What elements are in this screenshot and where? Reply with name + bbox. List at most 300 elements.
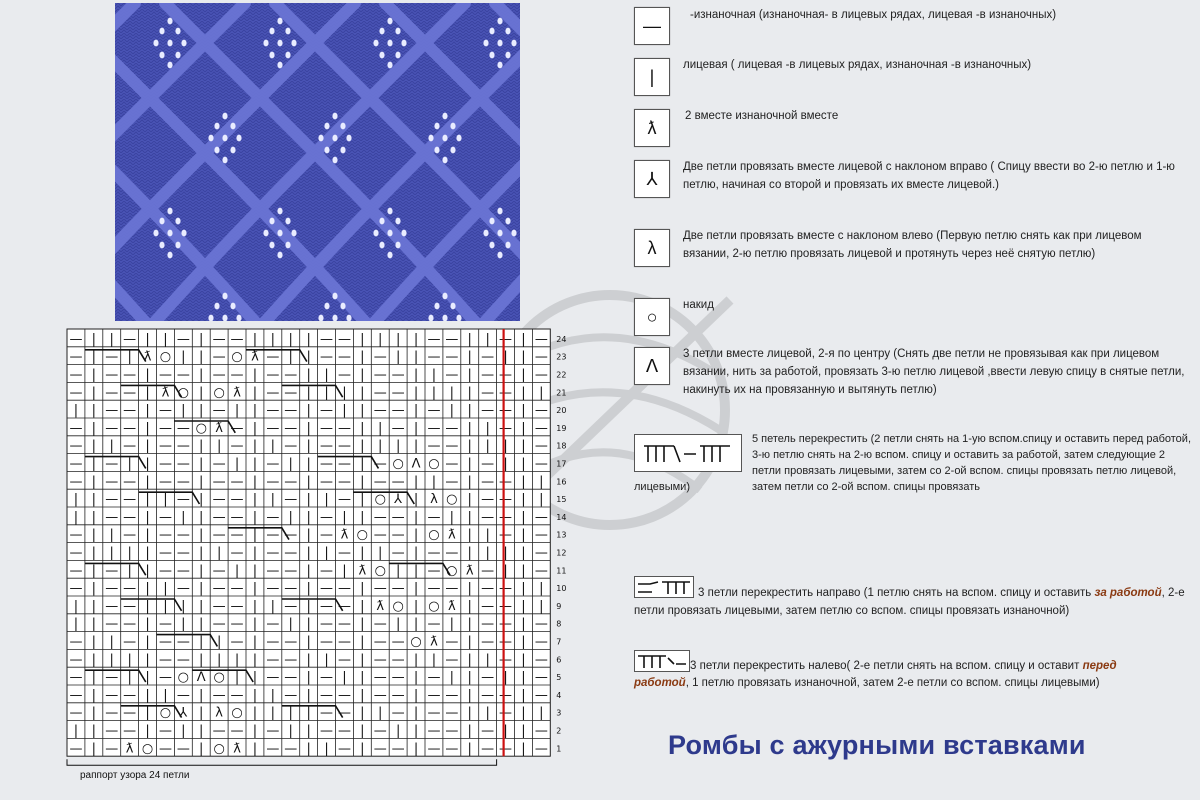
eyelet-hole [489,52,494,59]
chart-symbol: | [91,331,97,347]
chart-symbol: | [252,723,258,739]
eyelet-hole [497,230,502,237]
chart-symbol: | [252,545,258,561]
chart-symbol: | [413,652,419,668]
row-number: 10 [556,584,567,594]
chart-symbol: | [145,545,150,561]
chart-symbol: — [373,652,387,668]
chart-symbol: ○ [159,705,172,721]
chart-symbol: | [521,563,526,579]
chart-symbol: | [252,492,258,508]
chart-symbol: | [145,403,150,419]
chart-symbol: | [73,492,79,508]
chart-symbol: — [158,563,172,579]
chart-symbol: ○ [231,349,243,365]
chart-symbol: — [534,563,548,579]
chart-symbol: — [176,687,190,703]
chart-symbol: | [252,652,258,668]
chart-symbol: | [521,367,526,383]
chart-symbol: — [499,420,513,436]
chart-symbol: — [391,581,405,597]
chart-symbol: — [499,385,513,401]
chart-symbol: — [481,385,495,401]
chart-symbol: — [391,385,405,401]
chart-symbol: — [123,634,137,650]
chart-symbol: | [413,509,419,525]
chart-symbol: — [320,687,334,703]
chart-symbol: ƛ [447,527,456,543]
chart-symbol: | [145,474,150,490]
eyelet-hole [277,18,282,25]
chart-symbol: | [288,705,293,721]
chart-symbol: — [158,403,172,419]
eyelet-hole [379,242,384,249]
chart-symbol: ƛ [358,563,367,579]
chart-symbol: — [123,331,137,347]
eyelet-hole [175,218,180,225]
chart-symbol: — [266,634,280,650]
chart-symbol: — [69,474,83,490]
chart-symbol: | [521,385,526,401]
chart-symbol: ○ [446,492,458,508]
eyelet-hole [285,218,290,225]
chart-symbol: | [109,652,114,668]
eyelet-hole [511,230,516,237]
chart-symbol: λ [215,705,224,721]
eyelet-hole [497,18,502,25]
chart-symbol: — [391,741,405,757]
chart-symbol: — [284,367,298,383]
chart-symbol: — [373,385,387,401]
eyelet-hole [387,18,392,25]
chart-symbol: | [91,527,97,543]
row-number: 17 [556,459,567,469]
eyelet-hole [434,123,439,130]
chart-symbol: — [266,527,280,543]
chart-symbol: — [391,403,405,419]
chart-symbol: — [105,598,119,614]
chart-symbol: | [467,509,472,525]
chart-symbol: ᐱ [196,670,206,686]
chart-symbol: — [427,545,441,561]
chart-symbol: — [445,634,459,650]
chart-symbol: — [176,652,190,668]
chart-symbol: | [467,598,472,614]
chart-symbol: — [105,563,119,579]
row-number: 7 [556,637,562,647]
chart-symbol: — [427,741,441,757]
chart-symbol: | [109,527,114,543]
chart-symbol: — [212,331,226,347]
chart-symbol: — [534,509,548,525]
chart-symbol: — [499,527,513,543]
row-number: 1 [556,744,562,754]
chart-symbol: | [467,634,472,650]
chart-symbol: ƛ [251,349,259,365]
chart-symbol: — [499,616,513,632]
chart-symbol: | [521,331,526,347]
chart-symbol: — [266,563,280,579]
chart-symbol: — [445,741,459,757]
eyelet-hole [159,28,164,35]
chart-symbol: | [503,438,508,454]
chart-symbol: ○ [428,527,440,543]
chart-symbol: | [306,438,311,454]
chart-symbol: | [91,563,97,579]
chart-symbol: | [91,545,97,561]
chart-symbol: | [413,349,419,365]
chart-symbol: — [445,687,459,703]
chart-symbol: | [360,545,365,561]
chart-symbol: | [109,545,114,561]
chart-symbol: — [391,687,405,703]
eyelet-hole [497,62,502,69]
chart-symbol: | [413,563,419,579]
chart-symbol: — [266,670,280,686]
eyelet-hole [379,218,384,225]
chart-symbol: | [306,705,311,721]
chart-symbol: | [467,438,472,454]
chart-symbol: | [360,723,365,739]
chart-symbol: — [284,581,298,597]
chart-symbol: — [123,723,137,739]
chart-symbol: ○ [446,563,458,579]
chart-symbol: | [467,723,472,739]
chart-symbol: | [145,456,150,472]
chart-symbol: — [176,527,190,543]
eyelet-hole [222,135,227,142]
chart-symbol: | [216,545,222,561]
eyelet-hole [450,147,455,154]
chart-symbol: — [337,349,351,365]
chart-symbol: — [158,438,172,454]
chart-symbol: | [360,598,365,614]
chart-symbol: — [266,456,280,472]
eyelet-hole [175,28,180,35]
chart-symbol: | [252,367,258,383]
chart-symbol: — [176,456,190,472]
chart-symbol: — [230,527,244,543]
chart-symbol: | [252,385,258,401]
chart-symbol: — [337,331,351,347]
chart-symbol: ○ [177,670,190,686]
chart-symbol: — [69,456,83,472]
chart-symbol: | [521,598,526,614]
chart-symbol: — [427,670,441,686]
chart-symbol: | [181,403,186,419]
chart-symbol: | [163,598,168,614]
chart-symbol: — [284,420,298,436]
knit-symbol-icon: | [634,58,670,96]
chart-symbol: — [69,581,83,597]
chart-symbol: | [449,509,455,525]
chart-symbol: | [199,705,204,721]
chart-symbol: | [306,492,311,508]
chart-symbol: | [252,509,258,525]
eyelet-hole [387,62,392,69]
chart-symbol: — [320,670,334,686]
row-number: 8 [556,619,562,629]
chart-symbol: | [91,634,97,650]
chart-symbol: | [413,474,419,490]
chart-symbol: — [69,545,83,561]
chart-symbol: ○ [374,492,386,508]
chart-symbol: — [105,509,119,525]
eyelet-hole [175,52,180,59]
chart-symbol: — [445,420,459,436]
chart-symbol: — [337,474,351,490]
chart-symbol: | [449,670,455,686]
chart-symbol: ○ [374,563,386,579]
chart-symbol: — [427,705,441,721]
chart-symbol: — [337,652,351,668]
chart-symbol: — [534,456,548,472]
chart-symbol: — [320,723,334,739]
chart-symbol: — [391,367,405,383]
chart-symbol: — [176,634,190,650]
chart-symbol: | [252,331,258,347]
eyelet-hole [340,147,345,154]
chart-symbol: | [431,474,437,490]
chart-symbol: | [306,349,311,365]
chart-symbol: — [373,456,387,472]
chart-symbol: — [284,492,298,508]
chart-symbol: | [91,509,97,525]
chart-symbol: — [337,581,351,597]
chart-symbol: | [539,581,544,597]
chart-symbol: | [145,616,150,632]
chart-symbol: | [199,403,204,419]
chart-symbol: ○ [141,741,154,757]
chart-symbol: — [230,420,244,436]
chart-symbol: — [481,670,495,686]
chart-symbol: | [485,438,490,454]
chart-symbol: — [391,670,405,686]
chart-symbol: | [199,616,204,632]
chart-symbol: | [288,509,293,525]
chart-symbol: — [373,741,387,757]
eyelet-hole [159,218,164,225]
chart-symbol: | [199,456,204,472]
chart-symbol: | [503,349,508,365]
chart-symbol: ƛ [215,420,224,436]
chart-symbol: | [306,563,311,579]
chart-symbol: | [91,420,97,436]
chart-symbol: — [427,331,441,347]
chart-symbol: λ [430,492,438,508]
chart-symbol: | [413,367,419,383]
chart-symbol: — [158,474,172,490]
chart-symbol: | [467,492,472,508]
chart-symbol: | [252,420,258,436]
chart-symbol: | [521,509,526,525]
chart-symbol: | [145,385,150,401]
chart-symbol: | [306,723,311,739]
chart-symbol: — [105,581,119,597]
chart-symbol: — [69,438,83,454]
chart-symbol: — [337,634,351,650]
chart-symbol: | [467,652,472,668]
chart-symbol: — [123,385,137,401]
chart-symbol: — [230,616,244,632]
row-number: 18 [556,441,567,451]
chart-symbol: | [342,670,347,686]
chart-symbol: — [123,403,137,419]
chart-symbol: — [373,634,387,650]
chart-symbol: — [391,652,405,668]
row-number: 3 [556,708,562,718]
eyelet-hole [442,157,447,164]
chart-symbol: — [320,509,334,525]
chart-symbol: | [521,652,526,668]
chart-symbol: | [306,509,311,525]
chart-symbol: | [199,509,204,525]
eyelet-hole [269,52,274,59]
chart-symbol: | [91,456,97,472]
chart-symbol: — [499,634,513,650]
chart-symbol: ○ [356,527,369,543]
chart-symbol: | [270,492,276,508]
chart-symbol: — [123,438,137,454]
chart-symbol: — [445,581,459,597]
chart-symbol: | [199,545,204,561]
chart-symbol: | [91,741,97,757]
eyelet-hole [434,147,439,154]
chart-symbol: | [449,616,455,632]
chart-symbol: | [521,420,526,436]
chart-symbol: | [109,634,114,650]
chart-symbol: | [503,670,508,686]
chart-symbol: — [427,563,441,579]
chart-symbol: ƛ [465,563,474,579]
chart-symbol: | [306,456,311,472]
row-number: 22 [556,370,567,380]
chart-symbol: — [427,616,441,632]
chart-symbol: — [266,581,280,597]
knitting-chart [64,325,584,785]
chart-symbol: — [445,652,459,668]
chart-symbol: | [413,385,419,401]
eyelet-hole [450,123,455,130]
chart-symbol: ○ [392,598,404,614]
chart-symbol: | [485,652,490,668]
chart-symbol: — [69,527,83,543]
chart-symbol: — [373,367,387,383]
chart-symbol: | [360,456,365,472]
page-title: Ромбы с ажурными вставками [668,730,1086,760]
chart-symbol: — [266,367,280,383]
chart-symbol: ƛ [161,385,170,401]
chart-symbol: | [91,403,97,419]
chart-symbol: | [288,456,293,472]
chart-caption: раппорт узора 24 петли [80,770,190,781]
chart-symbol: | [145,492,150,508]
chart-symbol: — [212,492,226,508]
chart-symbol: — [284,634,298,650]
eyelet-hole [291,230,296,237]
chart-symbol: — [534,420,548,436]
chart-symbol: — [230,545,244,561]
chart-symbol: | [306,652,311,668]
chart-symbol: | [163,687,168,703]
chart-symbol: — [499,705,513,721]
chart-symbol: — [445,349,459,365]
chart-symbol: | [378,705,383,721]
chart-symbol: | [521,616,526,632]
chart-symbol: — [123,474,137,490]
chart-symbol: | [181,616,186,632]
chart-symbol: | [413,438,419,454]
chart-symbol: | [467,616,472,632]
chart-symbol: — [176,741,190,757]
chart-symbol: | [252,474,258,490]
row-number: 6 [556,655,562,665]
chart-symbol: | [252,616,258,632]
chart-symbol: — [499,581,513,597]
chart-symbol: — [499,367,513,383]
chart-symbol: — [69,563,83,579]
chart-symbol: | [521,349,526,365]
chart-symbol: — [534,723,548,739]
cable-3-left-symbol-icon [634,650,690,672]
chart-symbol: | [145,438,150,454]
chart-symbol: — [176,438,190,454]
eyelet-hole [346,135,351,142]
chart-symbol: — [373,723,387,739]
chart-symbol: | [234,670,240,686]
chart-symbol: ƛ [430,634,438,650]
chart-symbol: — [534,438,548,454]
chart-symbol: ƛ [447,598,456,614]
chart-symbol: — [481,634,495,650]
chart-symbol: | [467,403,472,419]
chart-symbol: | [485,331,490,347]
chart-symbol: | [360,670,365,686]
chart-symbol: | [395,349,401,365]
chart-symbol: | [539,598,544,614]
chart-symbol: | [91,474,97,490]
chart-symbol: — [230,723,244,739]
chart-symbol: | [360,616,365,632]
chart-symbol: | [395,331,401,347]
chart-symbol: — [284,670,298,686]
chart-symbol: — [123,687,137,703]
chart-symbol: — [69,349,83,365]
chart-symbol: | [413,403,419,419]
chart-symbol: — [320,616,334,632]
cable-3-right-symbol-icon [634,576,694,598]
chart-symbol: | [360,652,365,668]
chart-symbol: | [270,438,276,454]
chart-symbol: | [91,705,97,721]
chart-symbol: | [467,581,472,597]
chart-symbol: | [163,492,168,508]
chart-symbol: — [230,474,244,490]
chart-symbol: | [306,741,311,757]
eyelet-hole [153,40,158,47]
chart-symbol: | [127,563,132,579]
chart-symbol: | [521,634,526,650]
chart-symbol: — [105,349,119,365]
eyelet-hole [277,252,282,259]
chart-symbol: | [91,723,97,739]
chart-symbol: — [337,723,351,739]
chart-symbol: | [270,598,276,614]
chart-symbol: ○ [410,634,422,650]
chart-symbol: | [91,670,97,686]
chart-symbol: — [69,367,83,383]
chart-symbol: — [123,367,137,383]
